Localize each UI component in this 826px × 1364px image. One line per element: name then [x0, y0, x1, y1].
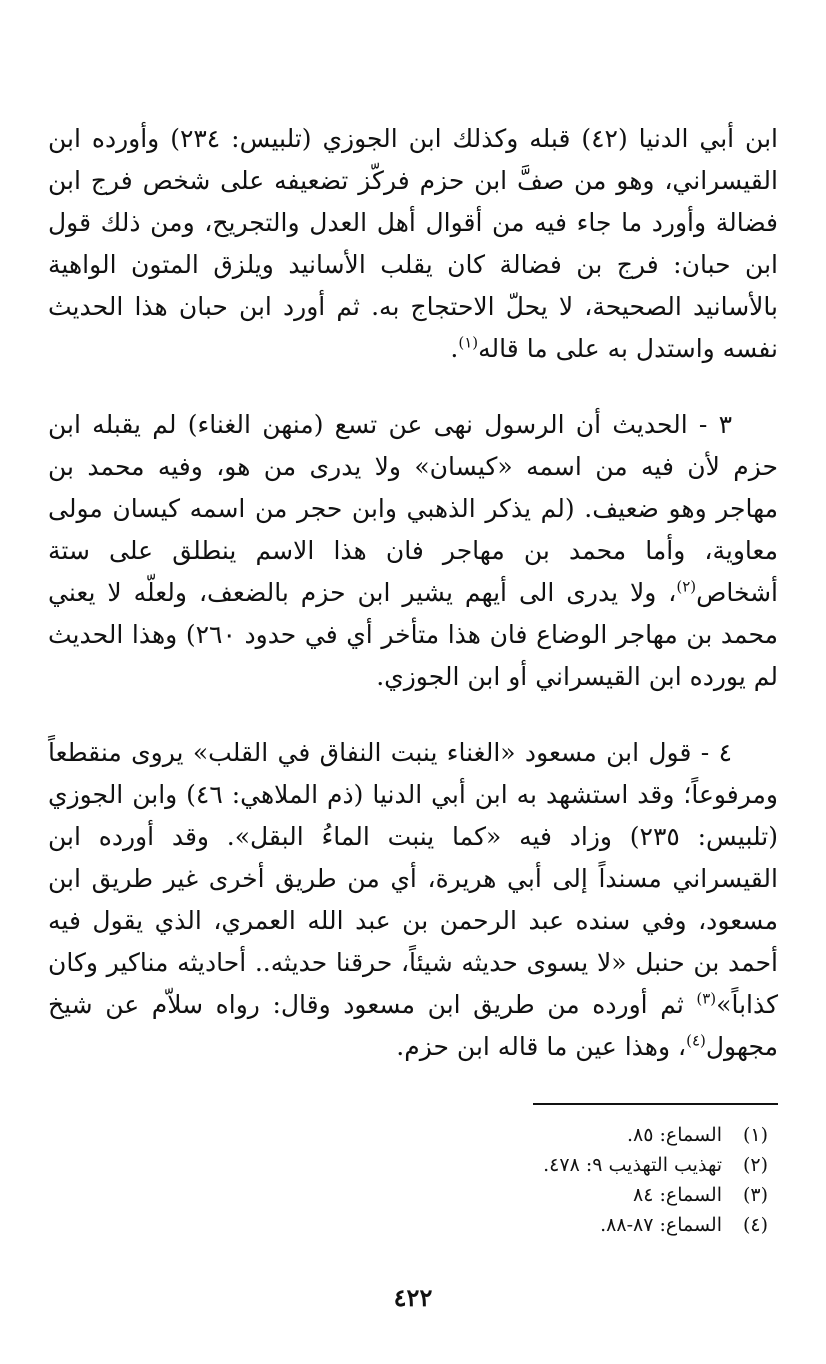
- footnote-text: تهذيب التهذيب ٩: ٤٧٨.: [543, 1154, 722, 1176]
- footnote-divider: [533, 1103, 778, 1105]
- page-number: ٤٢٢: [393, 1283, 433, 1312]
- paragraph-3-text: ٤ - قول ابن مسعود «الغناء ينبت النفاق في القلب» يروى منقطعاً ومرفوعاً؛ وقد استشهد به ابن أبي الدنيا (ذم الملاهي: ٤٦) وابن الجوزي (تلبيس: ٢٣٥) وزاد فيه «كما ينبت الماءُ البقل». وقد أورده ابن القيسراني مسنداً إلى أبي هريرة، أي من طريق أخرى غير طريق ابن مسعود، وفي سنده عبد الرحمن بن عبد الله العمري، الذي يقول فيه أحمد بن حنبل «لا يسوى حديثه شيئاً، حرقنا حديثه.. أحاديثه مناكير وكان كذاباً»: [48, 738, 779, 1019]
- footnote-text: السماع: ٨٧-٨٨.: [600, 1214, 722, 1236]
- paragraph-3: [48, 732, 778, 1068]
- footnote-2: [348, 1150, 768, 1180]
- footnote-number: (٣): [742, 1184, 768, 1206]
- footnote-number: (٤): [742, 1214, 768, 1236]
- footnote-1: [348, 1120, 768, 1150]
- paragraph-1-text: ابن أبي الدنيا (٤٢) قبله وكذلك ابن الجوزي (تلبيس: ٢٣٤) وأورده ابن القيسراني، وهو من صفَّ ابن حزم فركّز تضعيفه على شخص فرج ابن فضالة وأورد ما جاء فيه من أقوال أهل العدل والتجريح، ومن ذلك قول ابن حبان: فرج بن فضالة كان يقلب الأسانيد ويلزق المتون الواهية بالأسانيد الصحيحة، لا يحلّ الاحتجاج به. ثم أورد ابن حبان هذا الحديث نفسه واستدل به على ما قاله: [48, 124, 778, 363]
- footnote-ref-4: (٤): [686, 1031, 706, 1050]
- body-text: [48, 118, 778, 1102]
- footnote-number: (١): [742, 1124, 768, 1146]
- footnote-text: السماع: ٨٤: [633, 1184, 722, 1206]
- footnote-text: السماع: ٨٥.: [626, 1124, 722, 1146]
- paragraph-3-tail-2: ، وهذا عين ما قاله ابن حزم.: [396, 1032, 687, 1061]
- paragraph-3-tail: ثم أورده من طريق ابن مسعود وقال: رواه سلاّم عن شيخ مجهول: [48, 990, 778, 1061]
- paragraph-1: [48, 118, 778, 370]
- footnote-ref-3: (٣): [696, 989, 717, 1008]
- paragraph-2-text: ٣ - الحديث أن الرسول نهى عن تسع (منهن الغناء) لم يقبله ابن حزم لأن فيه من اسمه «كيسان» ولا يدرى من هو، وفيه محمد بن مهاجر وهو ضعيف. (لم يذكر الذهبي وابن حجر من اسمه كيسان مولى معاوية، وأما محمد بن مهاجر فان هذا الاسم ينطلق على ستة أشخاص: [48, 410, 778, 607]
- footnotes: [348, 1120, 768, 1240]
- footnote-number: (٢): [742, 1154, 768, 1176]
- footnote-ref-1: (١): [458, 333, 479, 352]
- paragraph-1-tail: .: [450, 334, 459, 363]
- paragraph-2-tail: ، ولا يدرى الى أيهم يشير ابن حزم بالضعف، ولعلّه لا يعني محمد بن مهاجر الوضاع فان هذا متأخر أي في حدود ٢٦٠) وهذا الحديث لم يورده ابن القيسراني أو ابن الجوزي.: [48, 578, 778, 691]
- paragraph-2: [48, 404, 778, 698]
- footnote-ref-2: (٢): [676, 577, 697, 596]
- footnote-3: [348, 1180, 768, 1210]
- footnote-4: [348, 1210, 768, 1240]
